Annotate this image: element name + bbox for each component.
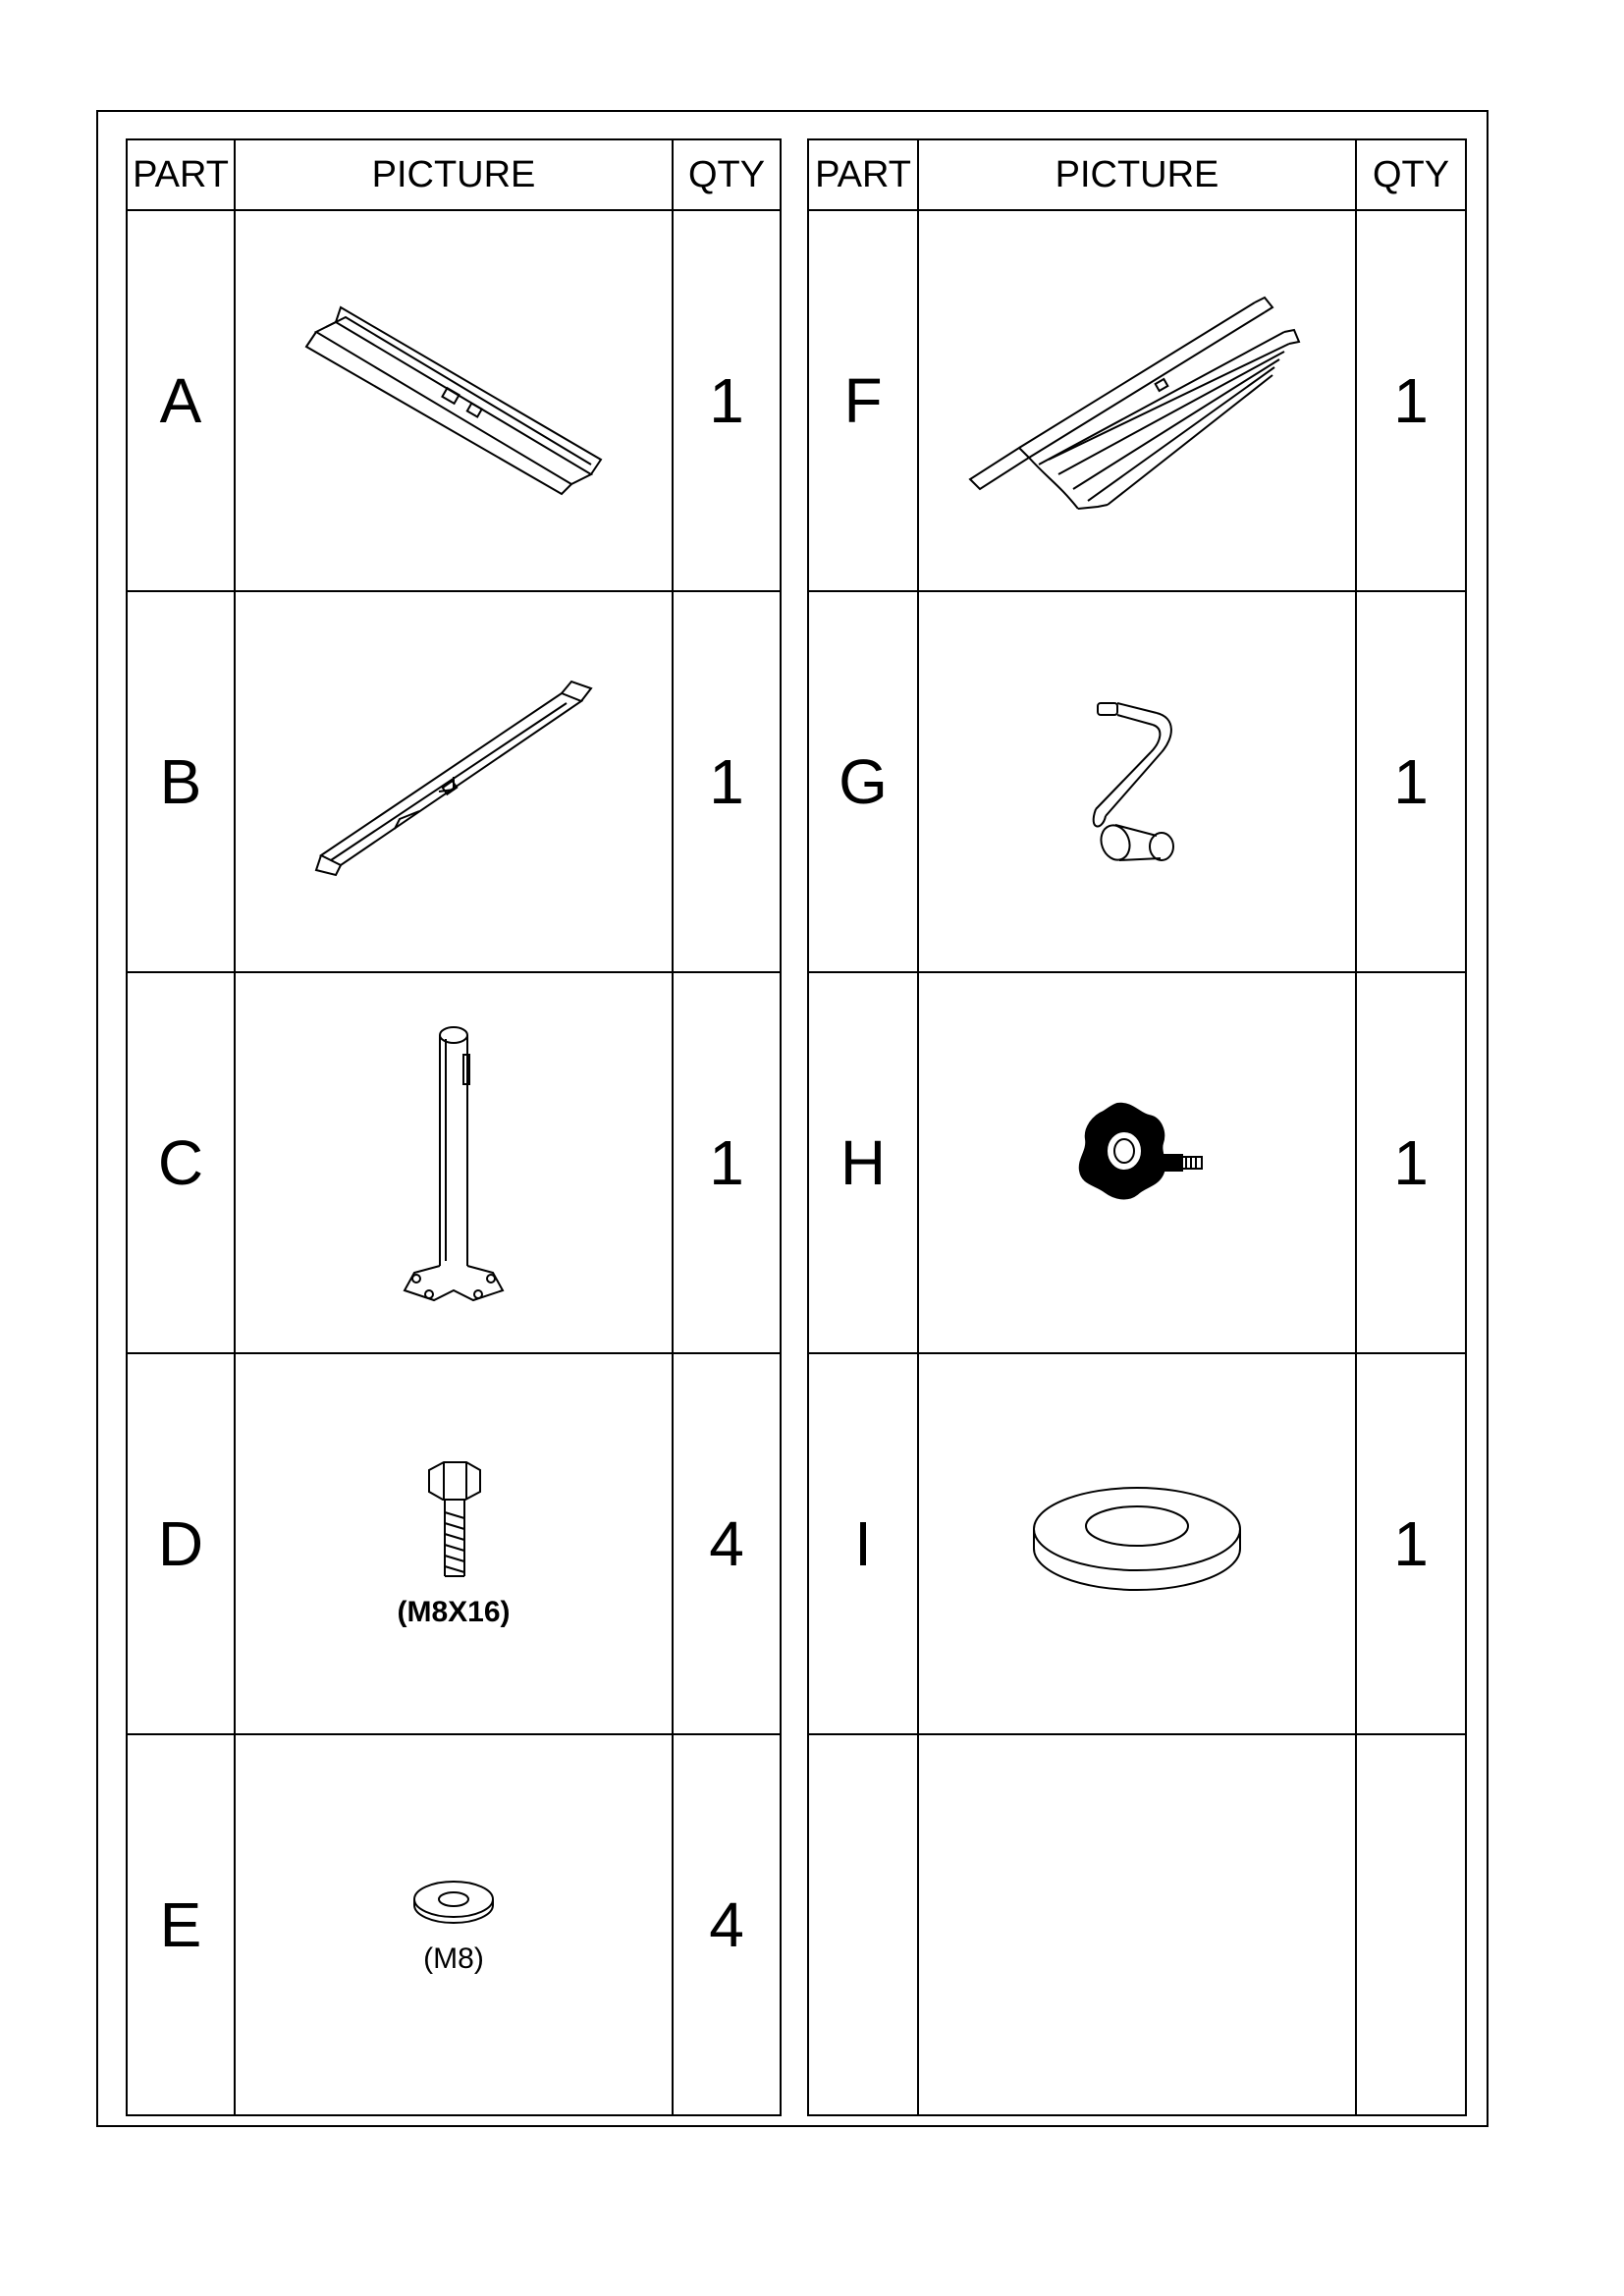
part-qty: 1 [673,591,781,972]
part-picture [235,210,673,591]
table-row [127,1353,781,1734]
part-letter: H [808,972,918,1353]
part-qty: 1 [1356,591,1466,972]
parts-table-right [807,138,1467,2116]
part-qty: 1 [673,210,781,591]
part-size-caption: (M8X16) [397,1596,511,1628]
part-letter: I [808,1353,918,1734]
table-row [808,1734,1466,2115]
hex-bolt-icon [409,1458,498,1586]
part-letter: F [808,210,918,591]
header-part: PART [127,139,235,210]
part-letter: E [127,1734,235,2115]
part-letter: D [127,1353,235,1734]
table-row [808,591,1466,972]
part-picture [235,972,673,1353]
post-with-base-icon [395,1015,513,1310]
table-row [808,210,1466,591]
part-qty: 1 [673,972,781,1353]
part-qty: 1 [1356,972,1466,1353]
table-row [808,1353,1466,1734]
table-row [808,972,1466,1353]
part-letter: A [127,210,235,591]
header-qty: QTY [1356,139,1466,210]
header-row [127,139,781,210]
header-row [808,139,1466,210]
part-picture [918,1353,1356,1734]
part-qty: 1 [1356,1353,1466,1734]
awning-roll-icon [960,283,1314,519]
part-letter: G [808,591,918,972]
part-qty [1356,1734,1466,2115]
part-qty: 1 [1356,210,1466,591]
part-picture [918,210,1356,591]
round-base-plate-icon [1019,1475,1255,1613]
rail-channel-icon [297,293,611,509]
part-picture [235,591,673,972]
header-picture: PICTURE [235,139,673,210]
rail-channel-icon [306,674,601,890]
star-knob-icon [1058,1094,1216,1231]
parts-table-left [126,138,782,2116]
header-part: PART [808,139,918,210]
table-row [127,1734,781,2115]
part-picture [235,1734,673,2115]
part-letter: C [127,972,235,1353]
washer-icon [405,1874,503,1933]
part-qty: 4 [673,1353,781,1734]
header-picture: PICTURE [918,139,1356,210]
part-picture [918,972,1356,1353]
header-qty: QTY [673,139,781,210]
table-row [127,210,781,591]
part-qty: 4 [673,1734,781,2115]
part-size-caption: (M8) [423,1942,484,1975]
part-picture [918,591,1356,972]
part-picture [235,1353,673,1734]
part-letter [808,1734,918,2115]
table-row [127,591,781,972]
part-picture [918,1734,1356,2115]
crank-handle-icon [1058,683,1216,880]
table-row [127,972,781,1353]
part-letter: B [127,591,235,972]
